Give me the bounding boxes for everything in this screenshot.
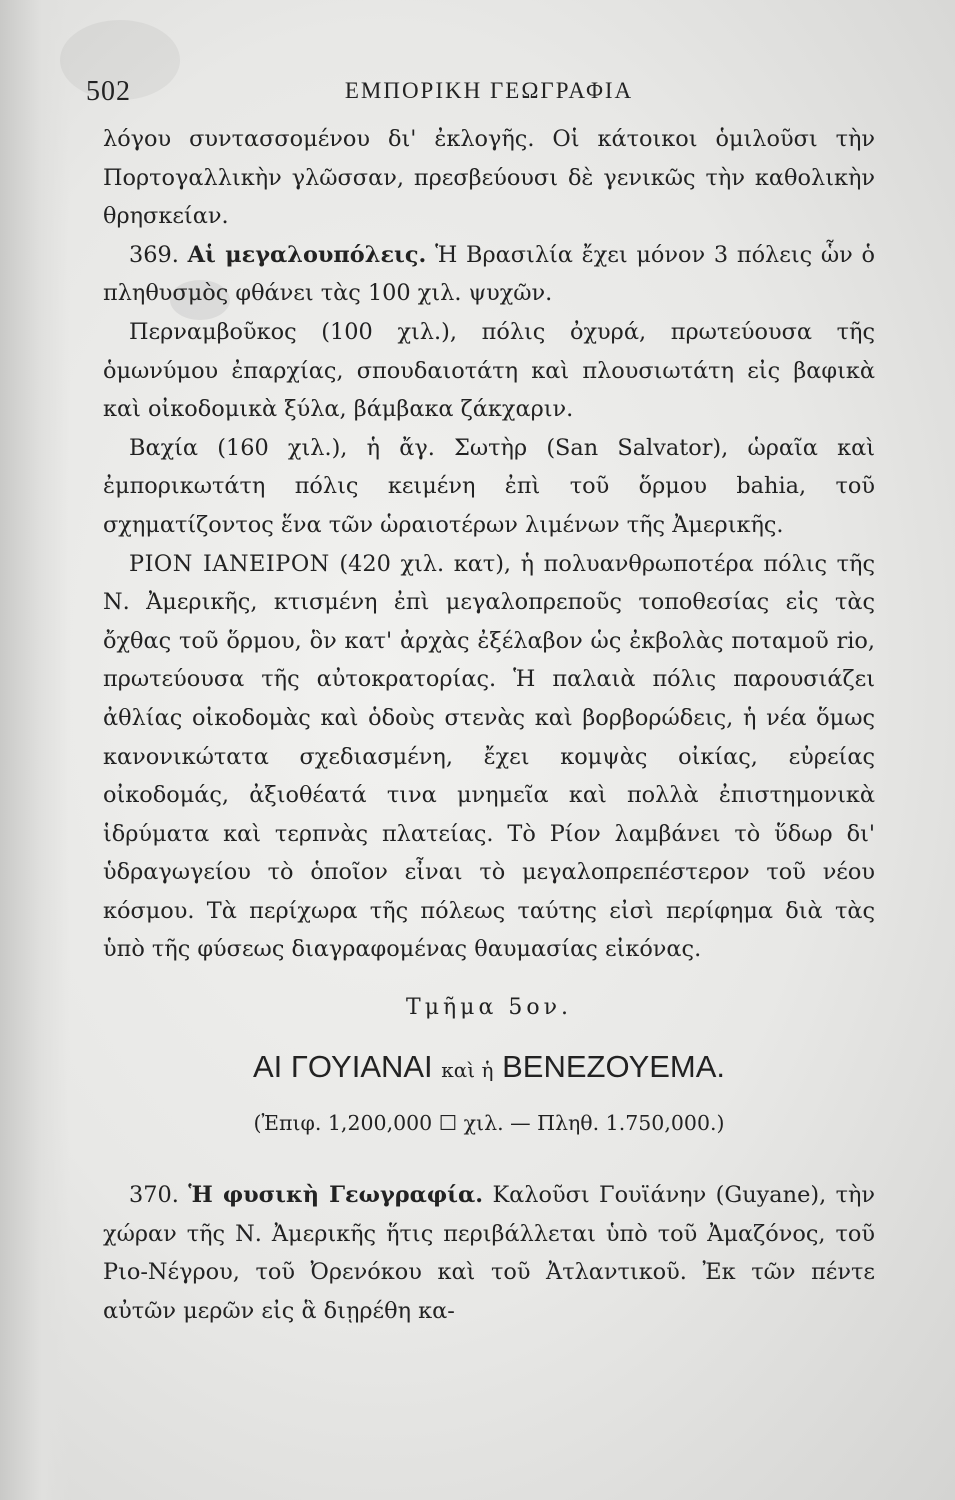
- pernambuco-paragraph: Περναμβοῦκος (100 χιλ.), πόλις ὀχυρά, πρωτεύουσα τῆς ὁμωνύμου ἐπαρχίας, σπουδαιοτάτη καὶ πλουσιωτάτη εἰς βαφικὰ καὶ οἰκοδομικὰ ξύλα, βάμβακα ζάκχαριν.: [103, 318, 875, 423]
- rio-name: ΡΙΟΝ ΙΑΝΕΙΡΟΝ: [129, 550, 330, 577]
- section-mark: Τμῆμα 5ον.: [406, 995, 572, 1021]
- paragraph-number: 369.: [129, 241, 179, 268]
- paragraph-370: [103, 1176, 875, 1330]
- page-number: 502: [86, 76, 131, 107]
- page-edge-shadow: [0, 0, 70, 1500]
- section-heading-right: ΒΕΝΕΖΟΥΕΜΑ.: [502, 1049, 726, 1085]
- paragraph-text: Ἡ Βρασιλία ἔχει μόνον 3 πόλεις ὧν ὁ πληθυσμὸς φθάνει τὰς 100 χιλ. ψυχῶν.: [103, 241, 875, 307]
- section-heading-left: ΑΙ ΓΟΥΙΑΝΑΙ: [252, 1049, 433, 1085]
- rio-paragraph: [103, 545, 875, 970]
- paragraph-text: Καλοῦσι Γουϊάνην (Guyane), τὴν χώραν τῆς Ν. Ἀμερικῆς ἥτις περιβάλλεται ὑπὸ τοῦ Ἀμαζόνος, τοῦ Ριο-Νέγρου, τοῦ Ὀρενόκου καὶ τοῦ Ἀτλαντικοῦ. Ἐκ τῶν πέντε αὐτῶν μερῶν εἰς ἃ διῃρέθη κα-: [103, 1182, 876, 1324]
- section-heading: [103, 1047, 875, 1090]
- page-header: [86, 68, 875, 120]
- paragraph-number: 370.: [129, 1182, 179, 1209]
- paragraph-heading: Αἱ μεγαλουπόλεις.: [187, 241, 427, 268]
- bahia-paragraph: Βαχία (160 χιλ.), ἡ ἄγ. Σωτὴρ (San Salvator), ὡραῖα καὶ ἐμπορικωτάτη πόλις κειμένη ἐπὶ τοῦ ὅρμου bahia, τοῦ σχηματίζοντος ἕνα τῶν ὡραιοτέρων λιμένων τῆς Ἀμερικῆς.: [103, 434, 875, 538]
- page-content: [86, 68, 876, 1330]
- running-title: ΕΜΠΟΡΙΚΗ ΓΕΩΓΡΑΦΙΑ: [344, 78, 634, 103]
- paragraph-heading: Ἡ φυσικὴ Γεωγραφία.: [188, 1182, 484, 1209]
- rio-text: (420 χιλ. κατ), ἡ πολυανθρωποτέρα πόλις τῆς Ν. Ἀμερικῆς, κτισμένη ἐπὶ μεγαλοπρεποῦς τοποθεσίας εἰς τὰς ὄχθας τοῦ ὅρμου, ὃν κατ' ἀρχὰς ἐξέλαβον ὡς ἐκβολὰς ποταμοῦ rio, πρωτεύουσα τῆς αὐτοκρατορίας. Ἡ παλαιὰ πόλις παρουσιάζει ἀθλίας οἰκοδομὰς καὶ ὁδοὺς στενὰς καὶ βορβορώδεις, ἡ νέα ὅμως κανονικώτατα σχεδιασμένη, ἔχει κομψὰς οἰκίας, εὐρείας οἰκοδομάς, ἀξιοθέατά τινα μνημεῖα καὶ πολλὰ ἐπιστημονικὰ ἱδρύματα καὶ τερπνὰς πλατείας. Τὸ Ρίον λαμβάνει τὸ ὕδωρ δι' ὑδραγωγείου τὸ ὁποῖον εἶναι τὸ μεγαλοπρεπέστερον τοῦ νέου κόσμου. Τὰ περίχωρα τῆς πόλεως ταύτης εἰσὶ περίφημα διὰ τὰς ὑπὸ τῆς φύσεως διαγραφομένας θαυμασίας εἰκόνας.: [103, 550, 875, 963]
- population-line: (Ἐπιφ. 1,200,000 ☐ χιλ. — Πληθ. 1.750,000.): [253, 1111, 725, 1136]
- section-heading-conjunction: καὶ ἡ: [441, 1058, 494, 1083]
- paragraph-369: [103, 236, 875, 313]
- intro-paragraph: λόγου συντασσομένου δι' ἐκλογῆς. Οἱ κάτοικοι ὁμιλοῦσι τὴν Πορτογαλλικὴν γλῶσσαν, πρεσβεύουσι δὲ γενικῶς τὴν καθολικὴν θρησκείαν.: [103, 126, 875, 230]
